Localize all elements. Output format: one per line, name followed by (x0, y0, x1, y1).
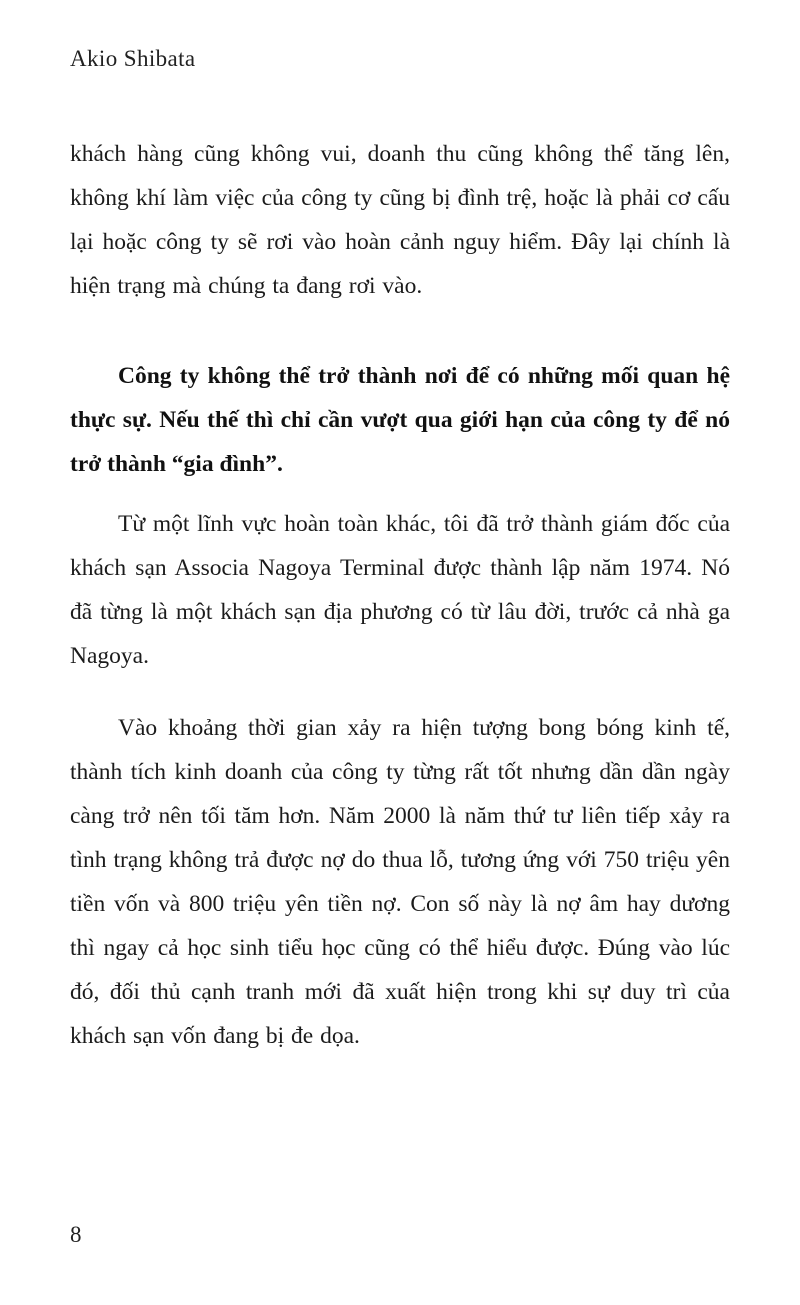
page-body (70, 132, 730, 1058)
running-header: Akio Shibata (70, 46, 196, 71)
paragraph: khách hàng cũng không vui, doanh thu cũng không thể tăng lên, không khí làm việc của công ty cũng bị đình trệ, hoặc là phải cơ cấu lại hoặc công ty sẽ rơi vào hoàn cảnh nguy hiểm. Đây lại chính là hiện trạng mà chúng ta đang rơi vào. (70, 141, 730, 299)
page-number: 8 (70, 1222, 82, 1247)
paragraph: Từ một lĩnh vực hoàn toàn khác, tôi đã trở thành giám đốc của khách sạn Associa Nagoya Terminal được thành lập năm 1974. Nó đã từng là một khách sạn địa phương có từ lâu đời, trước cả nhà ga Nagoya. (70, 511, 730, 669)
paragraph: Vào khoảng thời gian xảy ra hiện tượng bong bóng kinh tế, thành tích kinh doanh của công ty từng rất tốt nhưng dần dần ngày càng trở nên tối tăm hơn. Năm 2000 là năm thứ tư liên tiếp xảy ra tình trạng không trả được nợ do thua lỗ, tương ứng với 750 triệu yên tiền vốn và 800 triệu yên tiền nợ. Con số này là nợ âm hay dương thì ngay cả học sinh tiểu học cũng có thể hiểu được. Đúng vào lúc đó, đối thủ cạnh tranh mới đã xuất hiện trong khi sự duy trì của khách sạn vốn đang bị đe dọa. (70, 715, 730, 1049)
section-heading: Công ty không thể trở thành nơi để có những mối quan hệ thực sự. Nếu thế thì chỉ cần vượt qua giới hạn của công ty để nó trở thành “gia đình”. (70, 363, 730, 477)
